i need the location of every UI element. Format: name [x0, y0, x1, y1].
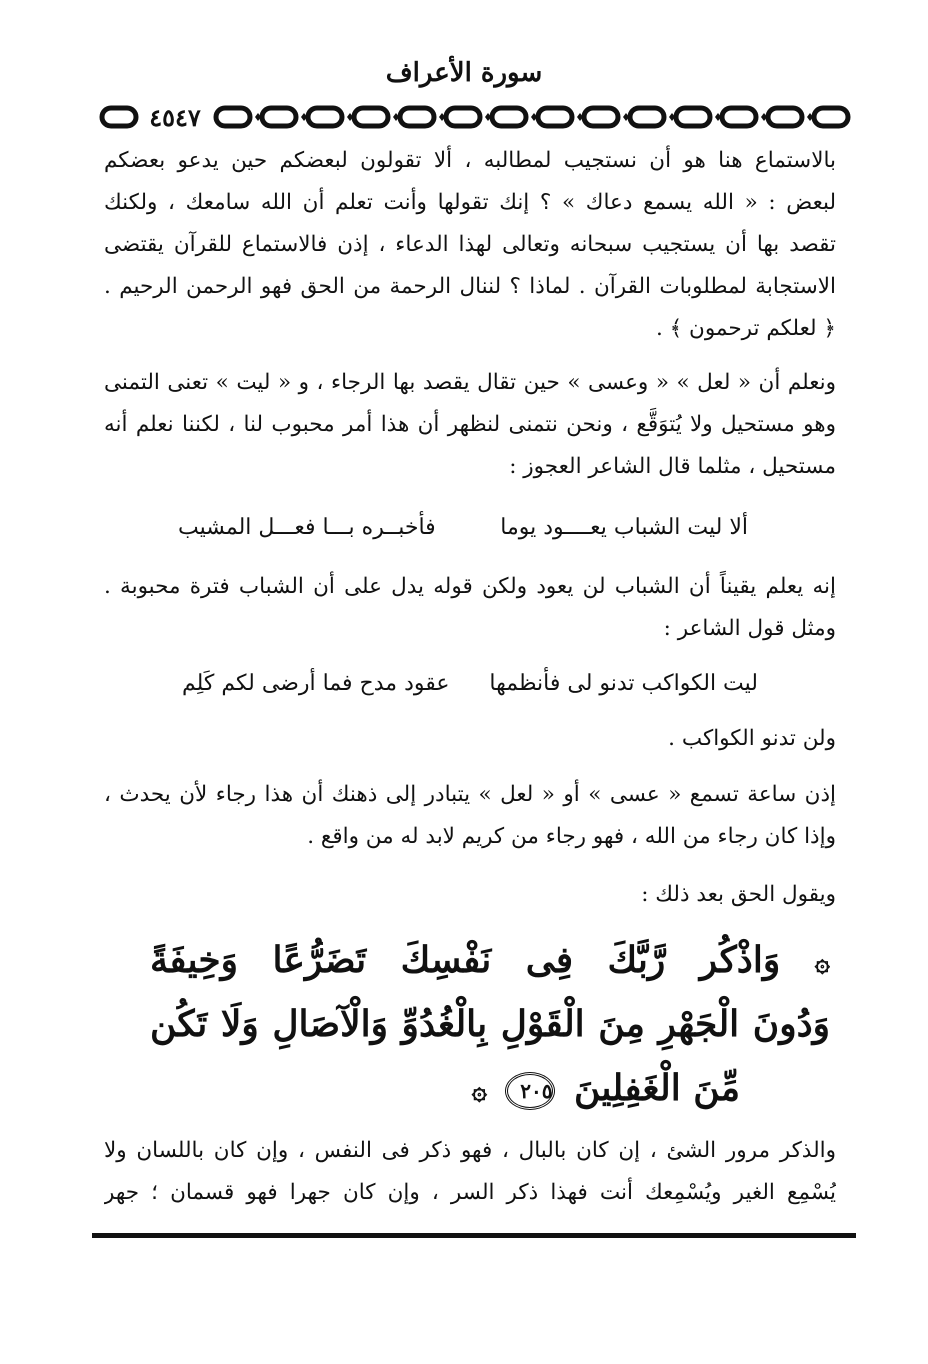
header-ornament-band: [96, 100, 860, 134]
verse-open-ornament-icon: ۞: [814, 948, 830, 978]
text-line: ونعلم أن « لعل » « وعسى » حين تقال يقصد بها الرجاء ، و « ليت » تعنى التمنى: [104, 370, 836, 395]
text-line: ولن تدنو الكواكب .: [668, 726, 836, 751]
text-line: بالاستماع هنا هو أن نستجيب لمطالبه ، ألا تقولون لبعضكم حين يدعو بعضكم: [104, 148, 836, 173]
text-line: والذكر مرور الشئ ، إن كان بالبال ، فهو ذكر فى النفس ، وإن كان باللسان ولا: [104, 1138, 836, 1163]
quran-line-2: وَدُونَ الْجَهْرِ مِنَ الْقَوْلِ بِالْغُدُوِّ وَالْآصَالِ وَلَا تَكُن: [150, 1003, 830, 1045]
paragraph-2: [104, 362, 836, 488]
ayah-number-badge: ٢٠٥: [505, 1072, 555, 1110]
text-line: ويقول الحق بعد ذلك :: [641, 882, 836, 907]
intro-line: [104, 874, 836, 916]
text-line: وإذا كان رجاء من الله ، فهو رجاء من كريم لابد له من واقع .: [307, 824, 836, 849]
quran-text-3: مِّنَ الْغَفِلِينَ: [574, 1067, 740, 1109]
surah-title: سورة الأعراف: [385, 58, 543, 88]
text-line: لبعض : « الله يسمع دعاك » ؟ إنك تقولها وأنت تعلم أن الله سامعك ، ولكنك: [104, 190, 836, 215]
verse-2-comment: [104, 718, 836, 760]
verse-2-first-hemistich: ليت الكواكب تدنو لى فأنظمها: [489, 671, 758, 696]
text-line: تقصد بها أن يستجيب سبحانه وتعالى لهذا الدعاء ، إذن فالاستماع للقرآن يقتضى: [104, 232, 836, 257]
quran-line-3: [150, 1056, 830, 1120]
page-number: ٤٥٤٧: [140, 100, 210, 134]
text-line: وهو مستحيل ولا يُتوَقَّع ، ونحن نتمنى لنظهر أن هذا أمر محبوب لنا ، لكننا نعلم أنه: [104, 412, 836, 437]
paragraph-4: [104, 774, 836, 858]
paragraph-1: [104, 140, 836, 350]
paragraph-5: [104, 1130, 836, 1214]
text-line: يُسْمِع الغير ويُسْمِعك أنت فهذا ذكر السر ، وإن كان جهرا فهو قسمان ؛ جهر: [104, 1180, 836, 1205]
text-line: الاستجابة لمطلوبات القرآن . لماذا ؟ لننال الرحمة من الحق فهو الرحمن الرحيم .: [104, 274, 836, 299]
text-line: إذن ساعة تسمع « عسى » أو « لعل » يتبادر إلى ذهنك أن هذا رجاء لأن يحدث ،: [104, 782, 836, 807]
paragraph-3: [104, 566, 836, 650]
verse-close-ornament-icon: ۞: [471, 1076, 487, 1106]
quran-verse: [150, 928, 830, 1120]
quran-line-1: [150, 928, 830, 992]
verse-1-second-hemistich: فأخبــره بـــا فعـــل المشيب: [178, 515, 436, 540]
text-line: ومثل قول الشاعر :: [663, 616, 836, 641]
quran-text-1: وَاذْكُر رَّبَّكَ فِى نَفْسِكَ تَضَرُّعًا وَخِيفَةً: [150, 939, 781, 981]
text-line: إنه يعلم يقيناً أن الشباب لن يعود ولكن قوله يدل على أن الشباب فترة محبوبة .: [104, 574, 836, 599]
text-line: ﴿ لعلكم ترحمون ﴾ .: [655, 316, 836, 341]
text-line: مستحيل ، مثلما قال الشاعر العجوز :: [509, 454, 836, 479]
verse-2-second-hemistich: عقود مدح فما أرضى لكم كَلِم: [182, 671, 450, 696]
footer-rule: [92, 1233, 856, 1238]
verse-1-first-hemistich: ألا ليت الشباب يعــــود يوما: [500, 515, 748, 540]
